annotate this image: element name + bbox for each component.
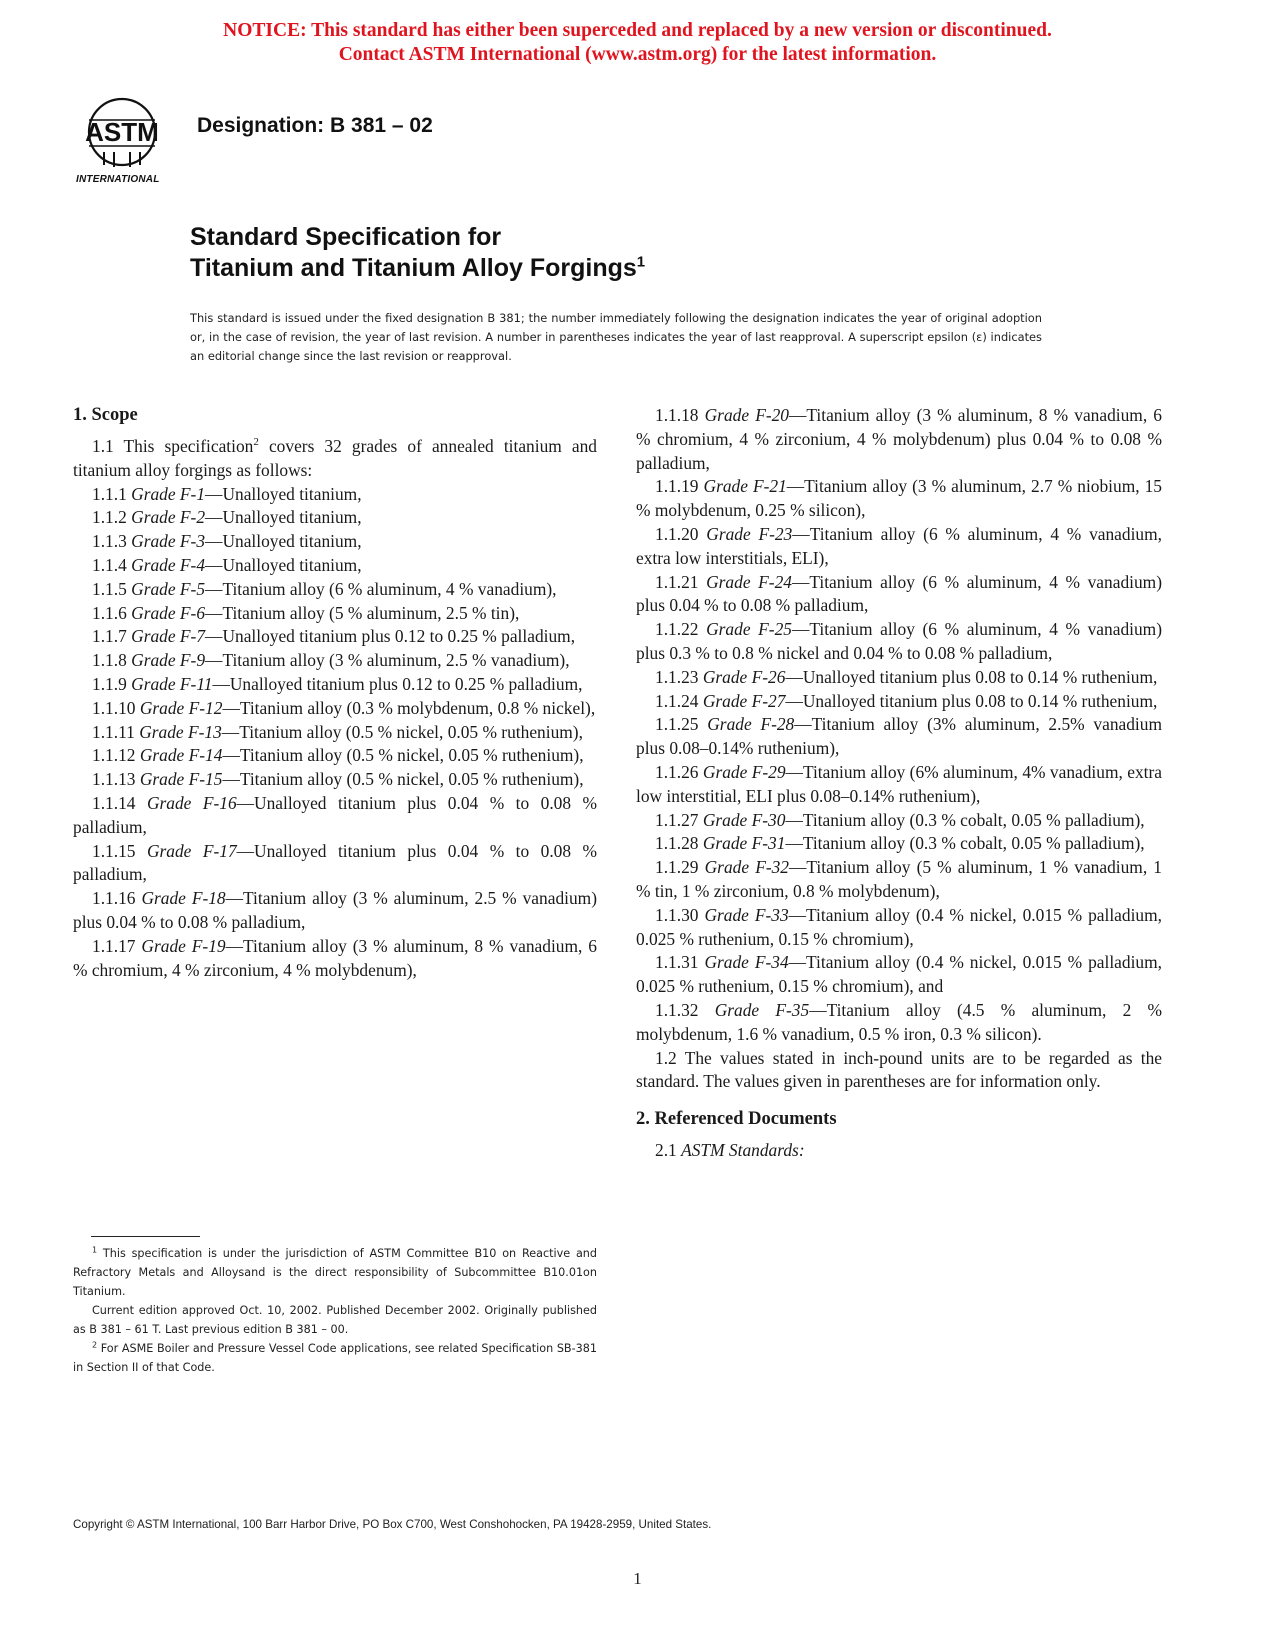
grade-item <box>636 666 1162 690</box>
grade-item-num: 1.1.22 <box>655 619 699 640</box>
grade-item-desc: —Titanium alloy (0.4 % nickel, 0.015 % palladium, 0.025 % ruthenium, 0.15 % chromium), <box>636 904 1163 949</box>
grade-item-num: 1.1.8 <box>92 650 127 671</box>
grade-list-right <box>636 404 1162 1047</box>
grade-item <box>636 809 1162 833</box>
grade-item-desc: —Titanium alloy (3 % aluminum, 8 % vanadium, 6 % chromium, 4 % zirconium, 4 % molybdenum) plus 0.04 % to 0.08 % palladium, <box>636 405 1162 473</box>
footnote-2 <box>73 1339 597 1377</box>
grade-item-desc: —Titanium alloy (0.3 % molybdenum, 0.8 % nickel), <box>222 697 596 718</box>
designation <box>197 114 433 138</box>
grade-item <box>73 578 597 602</box>
notice-line-1: NOTICE: This standard has either been superceded and replaced by a new version or discontinued. <box>223 20 1052 41</box>
grade-item-num: 1.1.9 <box>92 673 127 694</box>
grade-item-desc: —Titanium alloy (6% aluminum, 4% vanadium, extra low interstitial, ELI plus 0.08–0.14% ruthenium), <box>636 761 1162 806</box>
title-footnote-ref: 1 <box>636 253 646 271</box>
page-number: 1 <box>633 1569 642 1588</box>
issued-note: This standard is issued under the fixed designation B 381; the number immediately following the designation indicates the year of original adoption or, in the case of revision, the year of last revision. A number in parentheses indicates the year of last reapproval. A superscript epsilon (ε) indicates an editorial change since the last revision or reapproval. <box>190 311 1042 363</box>
grade-item-grade: Grade F-5 <box>131 578 206 599</box>
grade-item-grade: Grade F-31 <box>702 833 786 854</box>
grade-item-desc: —Unalloyed titanium, <box>205 531 362 552</box>
grade-item-desc: —Titanium alloy (0.5 % nickel, 0.05 % ruthenium), <box>222 769 584 790</box>
grade-item-grade: Grade F-29 <box>702 761 786 782</box>
grade-item-num: 1.1.32 <box>655 999 699 1020</box>
footnote-1-edition: Current edition approved Oct. 10, 2002. Published December 2002. Originally published as B 381 – 61 T. Last previous edition B 381 – 00. <box>73 1304 597 1336</box>
grade-item-grade: Grade F-34 <box>704 952 789 973</box>
grade-item-desc: —Titanium alloy (0.5 % nickel, 0.05 % ruthenium), <box>221 721 583 742</box>
grade-item <box>73 602 597 626</box>
scope-intro-b: covers 32 grades of annealed titanium and titanium alloy forgings as follows: <box>73 436 598 480</box>
grade-item-num: 1.1.4 <box>92 554 127 575</box>
grade-item-grade: Grade F-33 <box>704 904 789 925</box>
grade-item-desc: —Titanium alloy (6 % aluminum, 4 % vanadium), <box>205 578 557 599</box>
grade-item-num: 1.1.19 <box>655 476 699 497</box>
grade-item-grade: Grade F-6 <box>131 602 206 623</box>
grade-item <box>636 999 1162 1047</box>
grade-item-num: 1.1.7 <box>92 626 127 647</box>
grade-item-num: 1.1.6 <box>92 602 127 623</box>
grade-item <box>73 530 597 554</box>
grade-item <box>636 523 1162 571</box>
grade-item-grade: Grade F-27 <box>702 690 786 711</box>
grade-item <box>73 697 597 721</box>
grade-item-desc: —Titanium alloy (6 % aluminum, 4 % vanadium, extra low interstitials, ELI), <box>636 523 1162 568</box>
grade-item-num: 1.1.3 <box>92 531 127 552</box>
grade-item <box>636 856 1162 904</box>
grade-item-grade: Grade F-21 <box>703 476 787 497</box>
grade-item <box>636 904 1162 952</box>
grade-item-desc: —Unalloyed titanium, <box>205 554 362 575</box>
grade-item-desc: —Unalloyed titanium plus 0.04 % to 0.08 % palladium, <box>73 840 597 885</box>
grade-item-desc: —Unalloyed titanium plus 0.12 to 0.25 % palladium, <box>205 626 576 647</box>
grade-item-desc: —Titanium alloy (3% aluminum, 2.5% vanadium plus 0.08–0.14% ruthenium), <box>636 714 1162 759</box>
grade-item <box>73 625 597 649</box>
grade-item <box>73 721 597 745</box>
grade-item <box>73 506 597 530</box>
grade-item-grade: Grade F-3 <box>131 531 206 552</box>
grade-item-desc: —Unalloyed titanium plus 0.08 to 0.14 % ruthenium, <box>785 666 1158 687</box>
grade-item-num: 1.1.31 <box>655 952 699 973</box>
grade-item-desc: —Titanium alloy (3 % aluminum, 2.5 % vanadium) plus 0.04 % to 0.08 % palladium, <box>73 888 597 932</box>
grade-item-grade: Grade F-17 <box>146 840 237 861</box>
grade-item-desc: —Unalloyed titanium plus 0.12 to 0.25 % palladium, <box>212 673 583 694</box>
grade-item-desc: —Titanium alloy (6 % aluminum, 4 % vanadium) plus 0.3 % to 0.8 % nickel and 0.04 % to 0.08 % palladium, <box>636 619 1162 663</box>
grade-item-desc: —Titanium alloy (3 % aluminum, 2.5 % vanadium), <box>205 650 570 671</box>
referenced-item-text: ASTM Standards: <box>681 1140 805 1161</box>
grade-item <box>73 792 597 840</box>
referenced-item <box>636 1139 1162 1163</box>
grade-item <box>73 483 597 507</box>
grade-item-grade: Grade F-12 <box>139 697 223 718</box>
referenced-item-num: 2.1 <box>655 1140 677 1161</box>
grade-item-num: 1.1.5 <box>92 578 127 599</box>
grade-item <box>636 832 1162 856</box>
footnote-1-ref: 1 <box>92 1245 98 1255</box>
astm-logo-icon <box>72 90 178 174</box>
grade-item <box>73 935 597 983</box>
grade-item <box>73 768 597 792</box>
grade-item-grade: Grade F-2 <box>131 507 206 528</box>
grade-item-num: 1.1.12 <box>92 745 136 766</box>
grade-item-num: 1.1.2 <box>92 507 127 528</box>
grade-item-desc: —Unalloyed titanium plus 0.04 % to 0.08 % palladium, <box>73 792 597 837</box>
grade-item-grade: Grade F-15 <box>139 769 223 790</box>
scope-intro <box>73 435 597 483</box>
grade-item-grade: Grade F-1 <box>131 483 206 504</box>
grade-item-desc: —Titanium alloy (3 % aluminum, 8 % vanadium, 6 % chromium, 4 % zirconium, 4 % molybdenum), <box>73 935 597 980</box>
logo-subtitle: INTERNATIONAL <box>76 174 160 185</box>
grade-item-num: 1.1.13 <box>92 769 136 790</box>
grade-item-desc: —Titanium alloy (0.4 % nickel, 0.015 % palladium, 0.025 % ruthenium, 0.15 % chromium), and <box>636 952 1163 997</box>
grade-item-num: 1.1.27 <box>655 809 699 830</box>
grade-item-grade: Grade F-24 <box>706 571 792 592</box>
title-line-1: Standard Specification for <box>190 223 502 251</box>
grade-item <box>636 713 1162 761</box>
grade-item-num: 1.1.16 <box>92 888 136 909</box>
para-1-2: 1.2 The values stated in inch-pound units are to be regarded as the standard. The values given in parentheses are for information only. <box>636 1047 1162 1092</box>
supersede-notice <box>0 19 1275 67</box>
grade-item-grade: Grade F-9 <box>131 650 206 671</box>
grade-item-grade: Grade F-14 <box>139 745 223 766</box>
grade-item <box>73 744 597 768</box>
footnotes <box>73 1244 597 1377</box>
grade-item-num: 1.1.11 <box>92 721 135 742</box>
grade-item-grade: Grade F-7 <box>131 626 206 647</box>
grade-item-grade: Grade F-18 <box>141 888 226 909</box>
grade-item-desc: —Unalloyed titanium, <box>205 483 362 504</box>
title-line-2-text: Titanium and Titanium Alloy Forgings <box>190 254 637 282</box>
grade-item <box>636 475 1162 523</box>
grade-item <box>73 649 597 673</box>
grade-item-desc: —Titanium alloy (3 % aluminum, 2.7 % niobium, 15 % molybdenum, 0.25 % silicon), <box>636 476 1162 521</box>
grade-item-desc: —Titanium alloy (6 % aluminum, 4 % vanadium) plus 0.04 % to 0.08 % palladium, <box>636 571 1162 616</box>
footnote-2-ref: 2 <box>92 1340 98 1350</box>
grade-item-num: 1.1.15 <box>92 840 136 861</box>
grade-item-grade: Grade F-16 <box>146 792 237 813</box>
grade-item-num: 1.1.25 <box>655 714 699 735</box>
grade-item-grade: Grade F-20 <box>704 405 789 425</box>
grade-item <box>636 690 1162 714</box>
grade-item-num: 1.1.29 <box>655 857 699 878</box>
grade-item-grade: Grade F-32 <box>704 857 789 878</box>
designation-label: Designation: <box>197 114 325 137</box>
grade-item <box>636 571 1162 619</box>
grade-item-num: 1.1.28 <box>655 833 699 854</box>
grade-item-grade: Grade F-30 <box>702 809 786 830</box>
grade-item-desc: —Titanium alloy (5 % aluminum, 2.5 % tin), <box>205 602 520 623</box>
grade-item <box>73 554 597 578</box>
grade-item-num: 1.1.24 <box>655 690 699 711</box>
grade-item-num: 1.1.21 <box>655 571 699 592</box>
grade-item-num: 1.1.20 <box>655 523 699 544</box>
grade-item <box>73 887 597 935</box>
grade-item <box>73 673 597 697</box>
grade-item-desc: —Unalloyed titanium plus 0.08 to 0.14 % ruthenium, <box>785 690 1158 711</box>
grade-item <box>636 761 1162 809</box>
footnote-1 <box>73 1244 597 1301</box>
grade-item <box>636 618 1162 666</box>
grade-item-desc: —Titanium alloy (0.5 % nickel, 0.05 % ruthenium), <box>222 745 584 766</box>
grade-item-num: 1.1.26 <box>655 761 699 782</box>
left-column <box>73 404 597 982</box>
logo-letters: ASTM <box>85 117 159 147</box>
grade-item <box>73 840 597 888</box>
title-line-2 <box>190 253 645 284</box>
grade-item-num: 1.1.14 <box>92 792 136 813</box>
grade-item-grade: Grade F-11 <box>131 673 213 694</box>
grade-item-grade: Grade F-35 <box>714 999 810 1020</box>
grade-item-grade: Grade F-23 <box>706 523 793 544</box>
designation-value: B 381 – 02 <box>330 114 433 137</box>
scope-footnote-ref: 2 <box>253 436 259 449</box>
grade-item <box>636 404 1162 475</box>
right-column <box>636 404 1162 1163</box>
scope-intro-a: 1.1 This specification <box>92 436 254 456</box>
grade-item-grade: Grade F-19 <box>141 935 226 956</box>
grade-item-grade: Grade F-13 <box>139 721 222 742</box>
footnote-1-text: This specification is under the jurisdiction of ASTM Committee B10 on Reactive and Refractory Metals and Alloysand is the direct responsibility of Subcommittee B10.01on Titanium. <box>73 1247 597 1298</box>
grade-item-desc: —Titanium alloy (0.3 % cobalt, 0.05 % palladium), <box>785 809 1145 830</box>
grade-item-num: 1.1.1 <box>92 483 127 504</box>
notice-line-2: Contact ASTM International (www.astm.org) for the latest information. <box>338 44 937 65</box>
document-title <box>190 222 645 284</box>
grade-item-desc: —Titanium alloy (5 % aluminum, 1 % vanadium, 1 % tin, 1 % zirconium, 0.8 % molybdenum), <box>636 857 1162 901</box>
grade-item-desc: —Titanium alloy (0.3 % cobalt, 0.05 % palladium), <box>785 833 1145 854</box>
grade-item-num: 1.1.30 <box>655 904 699 925</box>
grade-item <box>636 951 1162 999</box>
footnote-rule <box>91 1236 200 1237</box>
footnote-2-text: For ASME Boiler and Pressure Vessel Code applications, see related Specification SB-381 in Section II of that Code. <box>73 1342 597 1374</box>
grade-item-num: 1.1.10 <box>92 697 136 718</box>
grade-item-desc: —Titanium alloy (4.5 % aluminum, 2 % molybdenum, 1.6 % vanadium, 0.5 % iron, 0.3 % silicon). <box>636 999 1162 1044</box>
grade-item-grade: Grade F-25 <box>706 619 792 640</box>
grade-item-num: 1.1.18 <box>655 405 699 425</box>
grade-list-left <box>73 483 597 983</box>
grade-item-grade: Grade F-28 <box>707 714 795 735</box>
grade-item-desc: —Unalloyed titanium, <box>205 507 362 528</box>
grade-item-grade: Grade F-26 <box>702 666 786 687</box>
copyright: Copyright © ASTM International, 100 Barr Harbor Drive, PO Box C700, West Conshohocken, PA 19428-2959, United States. <box>73 1518 712 1531</box>
section-heading-referenced: 2. Referenced Documents <box>636 1109 837 1130</box>
section-heading-scope: 1. Scope <box>73 405 138 425</box>
grade-item-num: 1.1.17 <box>92 935 136 956</box>
grade-item-num: 1.1.23 <box>655 666 699 687</box>
grade-item-grade: Grade F-4 <box>131 554 206 575</box>
